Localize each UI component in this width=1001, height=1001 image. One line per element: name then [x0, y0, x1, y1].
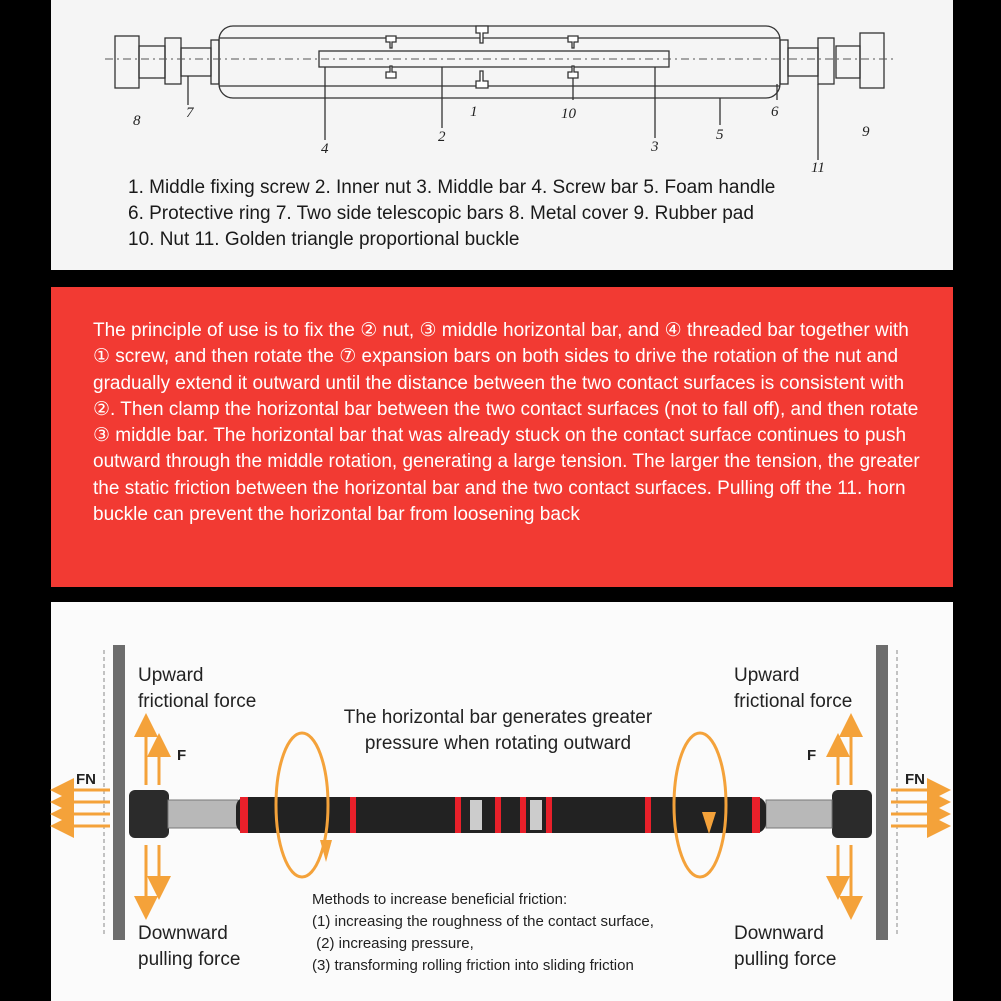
label-1: 1 — [470, 104, 478, 120]
right-wall — [876, 645, 888, 940]
normal-force-arrows-left — [62, 790, 110, 826]
left-wall — [113, 645, 125, 940]
label-6: 6 — [771, 104, 779, 120]
label-4: 4 — [321, 141, 329, 157]
rotation-caption: The horizontal bar generates greater pressure when rotating outward — [343, 707, 653, 754]
normal-force-right: FN — [905, 771, 925, 788]
label-5: 5 — [716, 127, 724, 143]
right-end-cap — [832, 790, 872, 838]
legend-line-3: 10. Nut 11. Golden triangle proportional buckle — [128, 229, 520, 250]
downward-pull-label-left: Downward pulling force — [138, 923, 241, 970]
label-2: 2 — [438, 129, 446, 145]
legend-line-2: 6. Protective ring 7. Two side telescopic bars 8. Metal cover 9. Rubber pad — [128, 203, 754, 224]
friction-f-right: F — [807, 747, 817, 764]
upward-friction-label-right: Upward frictional force — [734, 665, 853, 712]
left-end-cap — [129, 790, 169, 838]
label-8: 8 — [133, 113, 141, 129]
label-11: 11 — [811, 160, 825, 176]
methods-list: Methods to increase beneficial friction: (1) increasing the roughness of the contact surface, (2) increasing pressure, (3) transforming rolling friction into sliding friction — [312, 891, 654, 974]
upward-friction-label-left: Upward frictional force — [138, 665, 257, 712]
normal-force-arrows-right — [891, 790, 939, 826]
label-9: 9 — [862, 124, 870, 140]
friction-f-left: F — [177, 747, 187, 764]
label-7: 7 — [186, 105, 194, 121]
downward-pull-label-right: Downward pulling force — [734, 923, 837, 970]
principle-text: The principle of use is to fix the ② nut, ③ middle horizontal bar, and ④ threaded bar together with ① screw, and then rotate the ⑦ expansion bars on both sides to drive the rotation of the nut and gradually extend it outward until the distance between the two contact surfaces is consistent with ②. Then clamp the horizontal bar between the two contact surfaces (not to fall off), and then rotate ③ middle bar. The horizontal bar that was already stuck on the contact surface continues to push outward through the middle rotation, generating a large tension. The larger the tension, the greater the static friction between the horizontal bar and the two contact surfaces. Pulling off the 11. horn buckle can prevent the horizontal bar from loosening back — [93, 320, 920, 526]
label-10: 10 — [561, 106, 576, 122]
normal-force-left: FN — [76, 771, 96, 788]
legend-line-1: 1. Middle fixing screw 2. Inner nut 3. Middle bar 4. Screw bar 5. Foam handle — [128, 177, 776, 198]
label-3: 3 — [651, 139, 659, 155]
